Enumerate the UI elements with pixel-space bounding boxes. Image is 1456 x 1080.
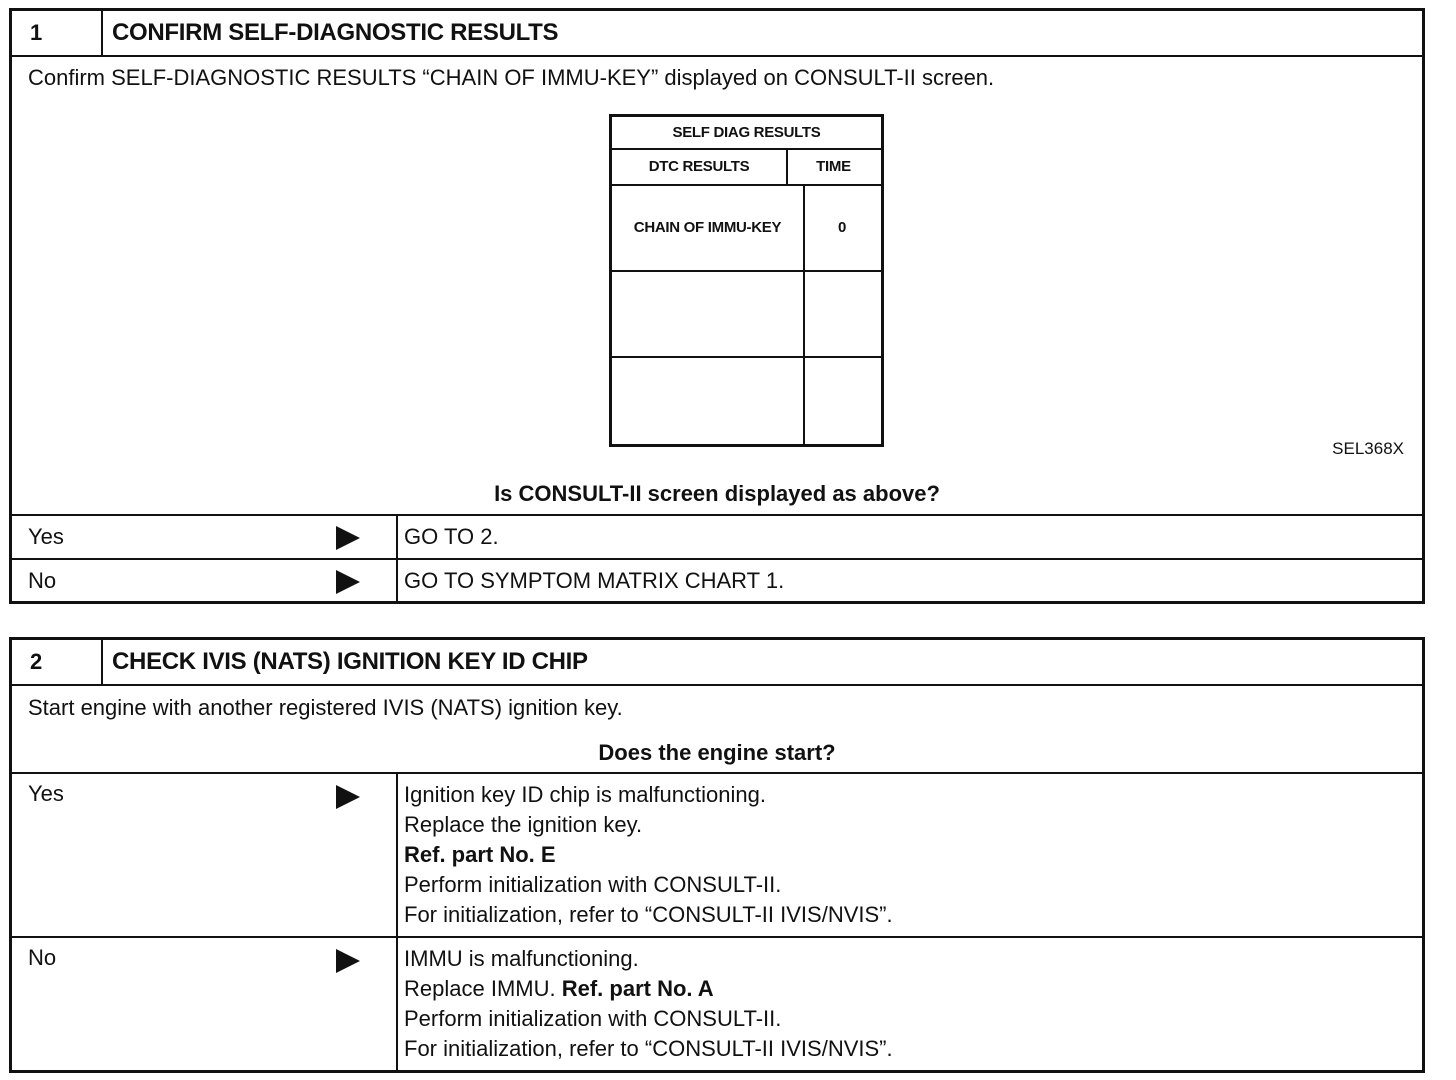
answer-line: Replace the ignition key. <box>404 812 643 837</box>
answer-text: GO TO 2. <box>404 524 499 549</box>
answer-text: GO TO SYMPTOM MATRIX CHART 1. <box>404 568 785 593</box>
answer-label: No <box>28 945 57 970</box>
screen-column-header <box>612 150 881 186</box>
answer-divider <box>396 774 398 936</box>
answer-row-yes <box>12 516 1422 560</box>
step-number: 2 <box>12 640 103 684</box>
arrow-right-icon <box>336 785 360 809</box>
question-text: Does the engine start? <box>598 740 836 765</box>
dtc-results-header: DTC RESULTS <box>648 158 750 175</box>
step-1-header <box>12 11 1422 57</box>
ref-part-number: Ref. part No. A <box>561 976 714 1001</box>
answer-line: For initialization, refer to “CONSULT-II IVIS/NVIS”. <box>404 1036 893 1061</box>
answer-line: Ignition key ID chip is malfunctioning. <box>404 782 766 807</box>
answer-label: No <box>28 568 57 593</box>
header-divider <box>786 150 788 186</box>
dtc-time: 0 <box>837 219 847 236</box>
answer-line: IMMU is malfunctioning. <box>404 946 639 971</box>
answer-divider <box>396 560 398 602</box>
dtc-row <box>612 272 881 358</box>
figure-code: SEL368X <box>1332 439 1404 458</box>
step-1-block <box>9 8 1425 604</box>
answer-label: Yes <box>28 781 64 806</box>
step-instruction: Confirm SELF-DIAGNOSTIC RESULTS “CHAIN OF IMMU-KEY” displayed on CONSULT-II screen. <box>28 65 995 90</box>
answer-row-no <box>12 560 1422 602</box>
answer-line: Perform initialization with CONSULT-II. <box>404 872 782 897</box>
answer-row-no <box>12 938 1422 1070</box>
dtc-code: CHAIN OF IMMU-KEY <box>633 219 782 236</box>
answer-divider <box>396 938 398 1070</box>
ref-part-number: Ref. part No. E <box>404 842 556 867</box>
dtc-row <box>612 186 881 272</box>
arrow-right-icon <box>336 570 360 594</box>
answer-line-text: Replace IMMU. <box>404 976 562 1001</box>
step-number: 1 <box>12 11 103 55</box>
answer-row-yes <box>12 774 1422 938</box>
answer-line <box>404 974 893 1004</box>
answer-text <box>404 780 893 930</box>
results-divider <box>803 186 805 444</box>
arrow-right-icon <box>336 526 360 550</box>
step-title: CHECK IVIS (NATS) IGNITION KEY ID CHIP <box>112 648 588 675</box>
answer-divider <box>396 516 398 558</box>
answer-label: Yes <box>28 524 64 549</box>
answer-text <box>404 944 893 1064</box>
step-title: CONFIRM SELF-DIAGNOSTIC RESULTS <box>112 19 559 46</box>
question-row <box>12 730 1422 774</box>
screen-title: SELF DIAG RESULTS <box>672 124 821 141</box>
answer-line: Perform initialization with CONSULT-II. <box>404 1006 782 1031</box>
dtc-row <box>612 358 881 444</box>
question-row <box>12 470 1422 516</box>
question-text: Is CONSULT-II screen displayed as above? <box>494 481 940 506</box>
arrow-right-icon <box>336 949 360 973</box>
step-2-block <box>9 637 1425 1073</box>
time-header: TIME <box>816 158 851 175</box>
consult-screen-figure <box>609 114 884 447</box>
step-2-header <box>12 640 1422 686</box>
step-instruction: Start engine with another registered IVIS (NATS) ignition key. <box>28 695 623 720</box>
answer-line: For initialization, refer to “CONSULT-II IVIS/NVIS”. <box>404 902 893 927</box>
screen-title-row <box>612 117 881 150</box>
